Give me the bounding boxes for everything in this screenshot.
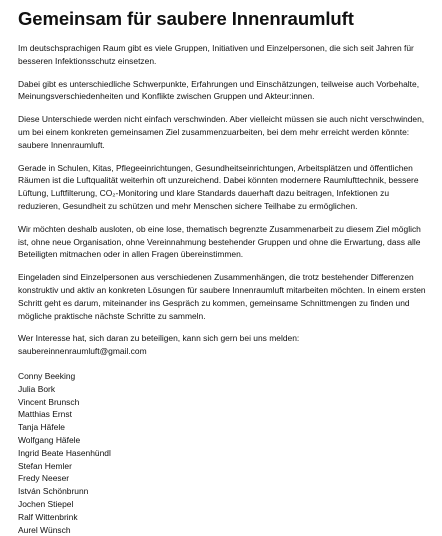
signatory-name: Vincent Brunsch [18, 396, 430, 409]
signatory-name: Julia Bork [18, 383, 430, 396]
paragraph: Im deutschsprachigen Raum gibt es viele Gruppen, Initiativen und Einzelpersonen, die sich seit Jahren für besseren Infektionsschutz einsetzen. [18, 42, 430, 68]
signatory-name: Wolfgang Häfele [18, 434, 430, 447]
signatory-list [18, 370, 430, 536]
paragraph: Gerade in Schulen, Kitas, Pflegeeinrichtungen, Gesundheitseinrichtungen, Arbeitsplätzen und öffentlichen Räumen ist die Luftqualität weiterhin oft unzureichend. Dabei könnten modernere Raumlufttechnik, bessere Lüftung, Luftfilterung, CO₂-Monitoring und klare Standards dauerhaft dazu beitragen, Infektionen zu reduzieren, Gesundheit zu schützen und mehr Menschen sichere Teilhabe zu ermöglichen. [18, 162, 430, 213]
signatory-name: Matthias Ernst [18, 408, 430, 421]
signatory-name: Conny Beeking [18, 370, 430, 383]
document-title: Gemeinsam für saubere Innenraumluft [18, 8, 430, 30]
signatory-name: Ralf Wittenbrink [18, 511, 430, 524]
paragraph: Wir möchten deshalb ausloten, ob eine lose, thematisch begrenzte Zusammenarbeit zu diesem Ziel möglich ist, ohne neue Organisation, ohne Vereinnahmung bestehender Gruppen und ohne die Erwartung, dass alle Beteiligten mitmachen oder in allen Fragen übereinstimmen. [18, 223, 430, 261]
signatory-name: Aurel Wünsch [18, 524, 430, 536]
paragraph: Diese Unterschiede werden nicht einfach verschwinden. Aber vielleicht müssen sie auch nicht verschwinden, um bei einem konkreten gemeinsamen Ziel zusammenzuarbeiten, bei dem mehr erreicht werden könnte: saubere Innenraumluft. [18, 113, 430, 151]
paragraph: Eingeladen sind Einzelpersonen aus verschiedenen Zusammenhängen, die trotz bestehender Differenzen konstruktiv und aktiv an konkreten Lösungen für saubere Innenraumluft mitarbeiten möchten. In einem ersten Schritt geht es darum, miteinander ins Gespräch zu kommen, gemeinsame Schnittmengen zu finden und mögliche praktische nächste Schritte zu sammeln. [18, 271, 430, 322]
signatory-name: Stefan Hemler [18, 460, 430, 473]
paragraph: Dabei gibt es unterschiedliche Schwerpunkte, Erfahrungen und Einschätzungen, teilweise auch Vorbehalte, Meinungsverschiedenheiten und Konflikte zwischen Gruppen und Akteur:innen. [18, 78, 430, 104]
signatory-name: Jochen Stiepel [18, 498, 430, 511]
contact-line: Wer Interesse hat, sich daran zu beteiligen, kann sich gern bei uns melden: [18, 333, 299, 343]
signatory-name: Ingrid Beate Hasenhündl [18, 447, 430, 460]
signatory-name: István Schönbrunn [18, 485, 430, 498]
signatory-name: Fredy Neeser [18, 472, 430, 485]
signatory-name: Tanja Häfele [18, 421, 430, 434]
contact-block [18, 332, 430, 358]
contact-email: saubereinnenraumluft@gmail.com [18, 346, 147, 356]
